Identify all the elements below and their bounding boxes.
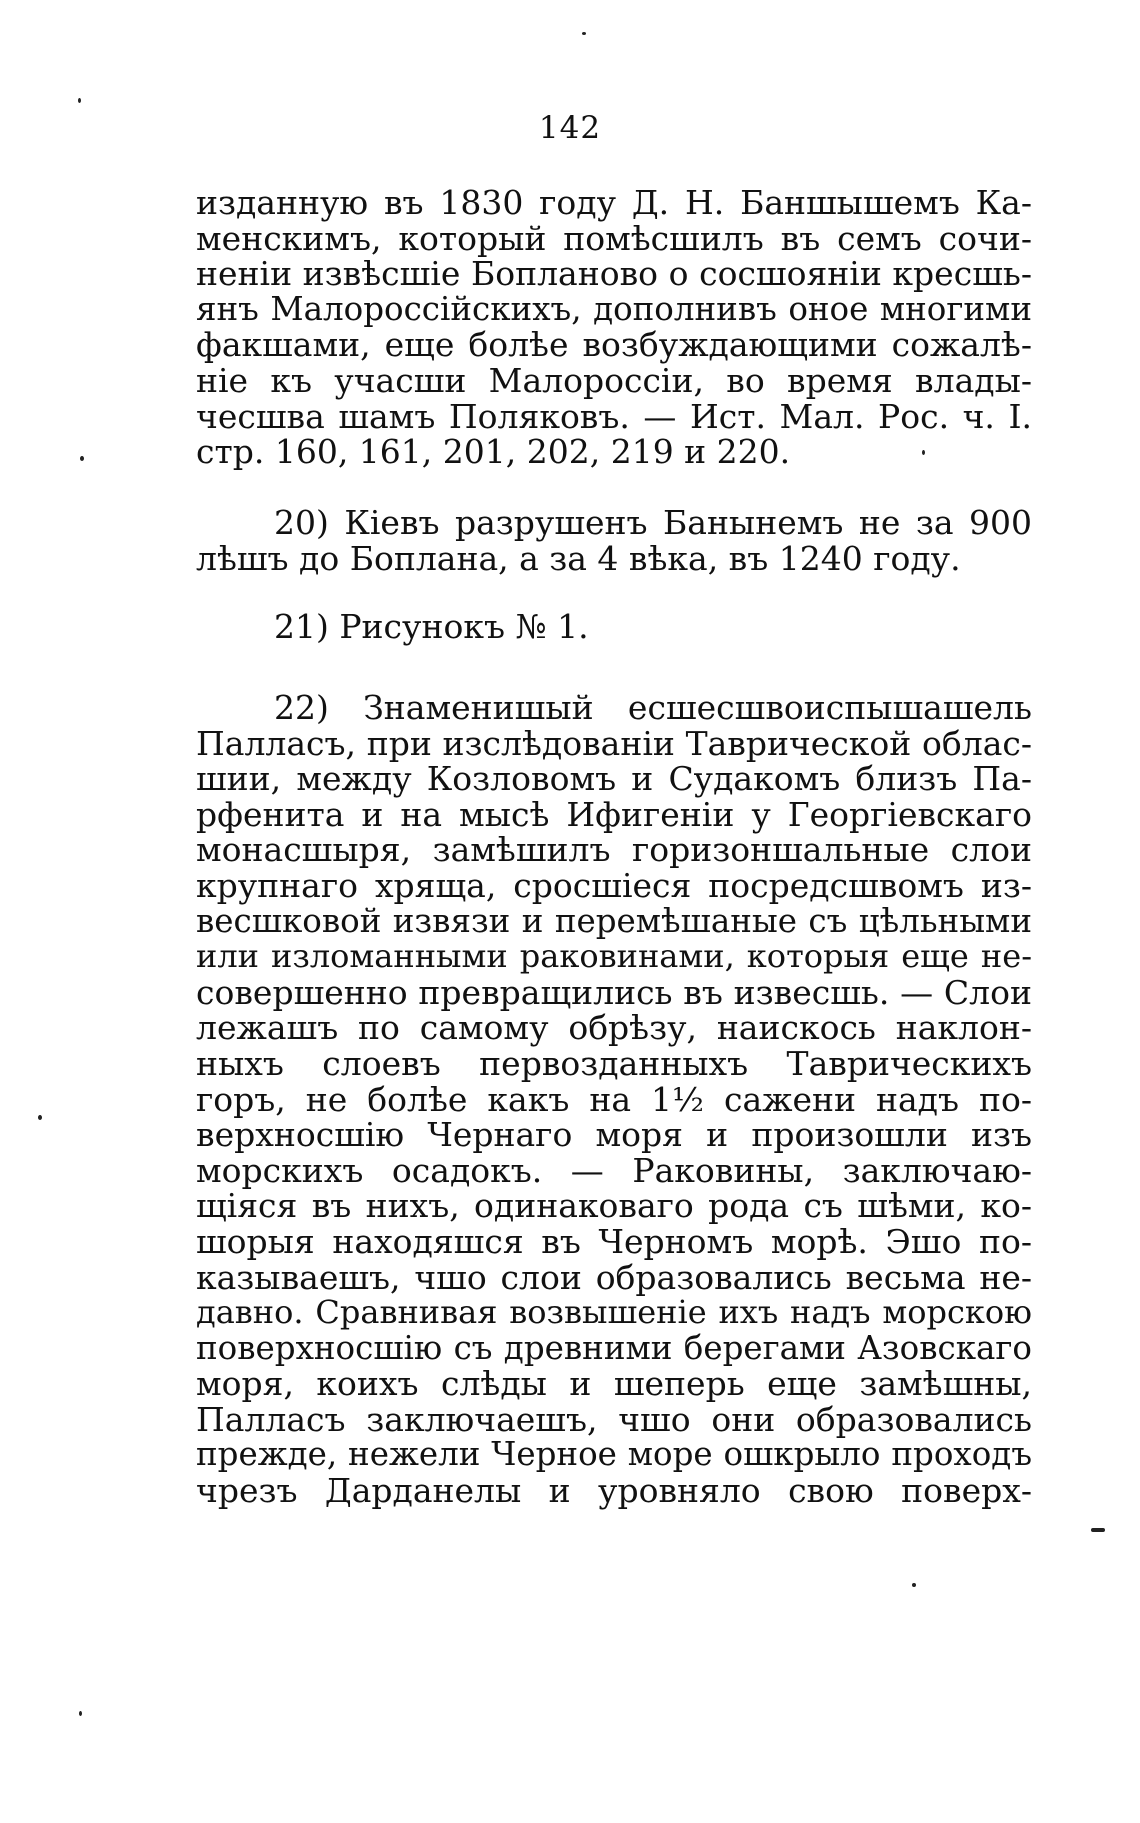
text-line: чрезъ Дарданелы и уровняло свою поверх- <box>196 1471 1032 1511</box>
text-line: лежашъ по самому обрѣзу, наискось наклон- <box>196 1008 1032 1048</box>
text-line: ныхъ слоевъ первозданныхъ Таврическихъ <box>196 1043 1032 1083</box>
text-line: прежде, нежели Черное море ошкрыло проходъ <box>196 1435 1032 1474</box>
text-line: крупнаго хряща, сросшіеся посредсшвомъ из- <box>196 865 1032 905</box>
text-line: 21) Рисунокъ № 1. <box>274 607 589 646</box>
text-line: Палласъ, при изслѣдованіи Таврической облас- <box>196 723 1032 763</box>
text-line: совершенно превращились въ извесшь. — Слои <box>196 972 1032 1012</box>
text-line: верхносшію Чернаго моря и произошли изъ <box>196 1115 1032 1155</box>
text-line: 22) Знаменишый есшесшвоиспышашель <box>274 688 1032 727</box>
text-line: поверхносшію съ древними берегами Азовскаго <box>196 1328 1032 1367</box>
text-line: Палласъ заключаешъ, чшо они образовались <box>196 1399 1032 1439</box>
text-line: весшковой извязи и перемѣшаные съ цѣльными <box>196 901 1032 940</box>
text-line: янъ Малороссійскихъ, дополнивъ оное многими <box>196 289 1032 328</box>
text-line: морскихъ осадокъ. — Раковины, заключаю- <box>196 1150 1032 1190</box>
text-line: стр. 160, 161, 201, 202, 219 и 220. <box>196 432 791 472</box>
scan-speck <box>78 98 81 103</box>
text-line: шии, между Козловомъ и Судакомъ близъ Па- <box>196 759 1032 799</box>
text-line: горъ, не болѣе какъ на 1½ сажени надъ по- <box>196 1079 1032 1119</box>
text-line: изданную въ 1830 году Д. Н. Баншышемъ Ка- <box>196 183 1032 222</box>
text-line: факшами, еще болѣе возбуждающими сожалѣ- <box>196 325 1032 365</box>
text-line: лѣшъ до Боплана, а за 4 вѣка, въ 1240 году. <box>196 538 961 578</box>
scan-speck <box>582 32 586 35</box>
text-line: менскимъ, который помѣсшилъ въ семъ сочи- <box>196 218 1032 258</box>
text-line: монасшыря, замѣшилъ горизоншальные слои <box>196 830 1032 870</box>
note-21 <box>196 609 1032 645</box>
text-line: ніе къ учасши Малороссіи, во время влады- <box>196 360 1032 400</box>
scan-speck <box>38 1115 42 1120</box>
text-line: давно. Сравнивая возвышеніе ихъ надъ морскою <box>196 1293 1032 1332</box>
note-20 <box>196 505 1032 576</box>
scan-speck <box>922 450 925 455</box>
scan-speck <box>1091 1528 1105 1532</box>
text-line: шорыя находяшся въ Черномъ морѣ. Эшо по- <box>196 1221 1032 1261</box>
text-line: или изломанными раковинами, которыя еще не- <box>196 937 1032 976</box>
text-line: моря, коихъ слѣды и шеперь еще замѣшны, <box>196 1364 1032 1404</box>
text-line: рфенита и на мысѣ Ифигеніи у Георгіевскаго <box>196 794 1032 834</box>
note-continuation <box>196 185 1032 470</box>
text-line: 20) Кіевъ разрушенъ Банынемъ не за 900 <box>274 503 1032 542</box>
scan-speck <box>80 456 84 461</box>
text-line: щіяся въ нихъ, одинаковаго рода съ шѣми, ко- <box>196 1186 1032 1226</box>
text-line: казываешъ, чшо слои образовались весьма не- <box>196 1257 1032 1297</box>
note-22 <box>196 690 1032 1509</box>
scan-speck <box>79 1711 82 1716</box>
scan-speck <box>912 1583 916 1587</box>
text-line: неніи извѣсшіе Бопланово о сосшояніи кресшь- <box>196 254 1032 294</box>
page-number: 142 <box>538 110 602 146</box>
text-line: чесшва шамъ Поляковъ. — Ист. Мал. Рос. ч. І. <box>196 396 1032 436</box>
